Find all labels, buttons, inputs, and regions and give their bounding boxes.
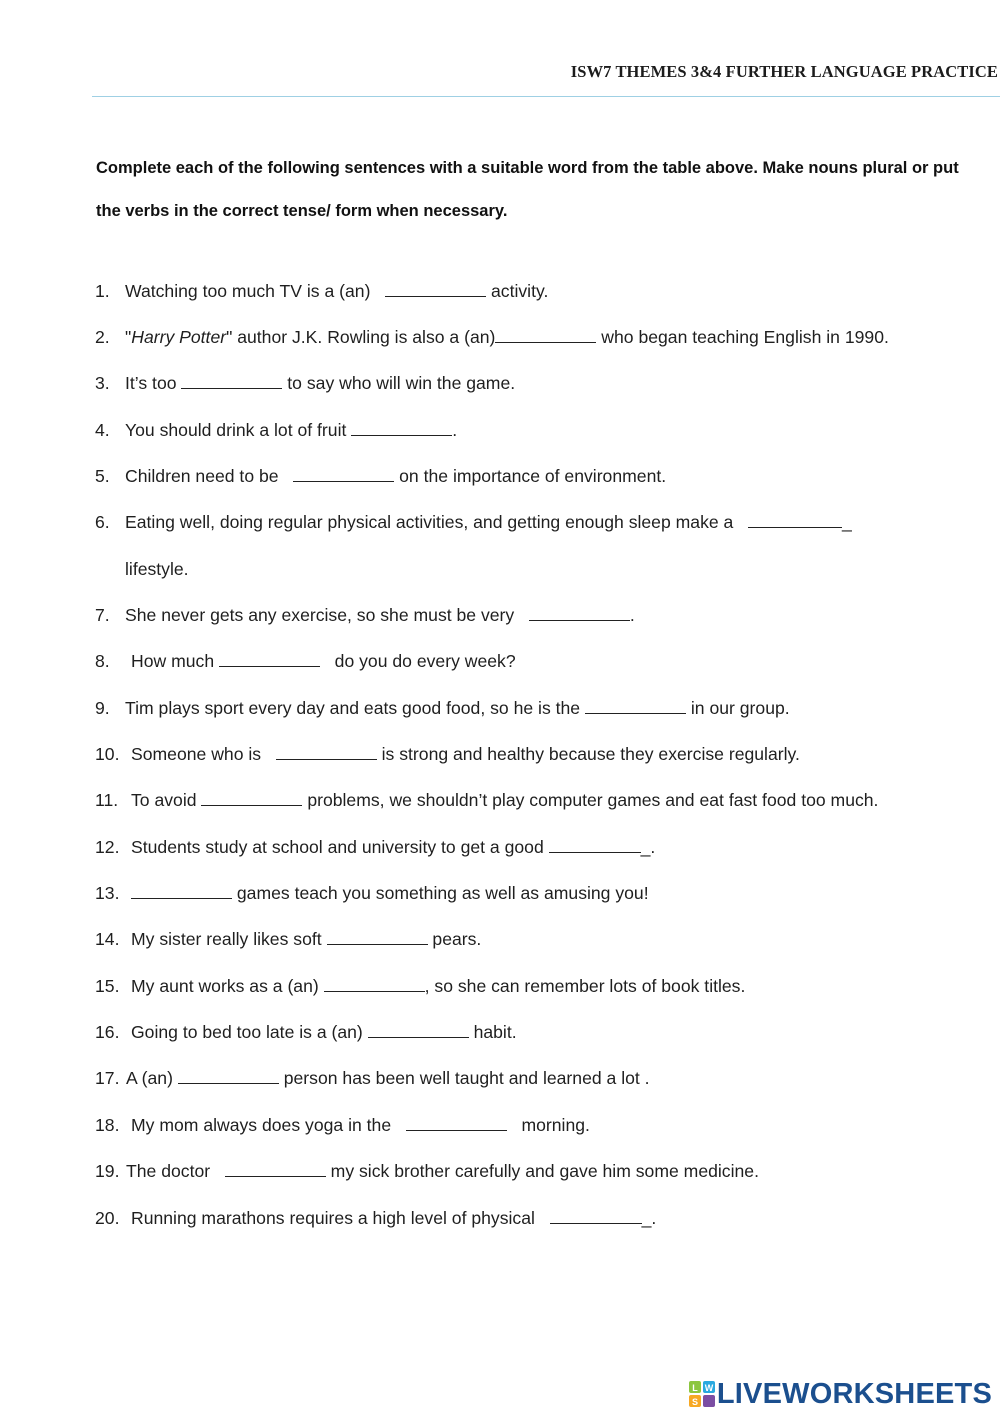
answer-blank-20[interactable] bbox=[550, 1208, 642, 1224]
question-text-end: my sick brother carefully and gave him some medicine. bbox=[330, 1161, 759, 1181]
question-number: 14. bbox=[95, 929, 120, 949]
question-text-end: in our group. bbox=[690, 698, 790, 718]
question-number: 5. bbox=[95, 466, 110, 486]
question-number: 7. bbox=[95, 605, 110, 625]
svg-text:W: W bbox=[704, 1383, 714, 1393]
question-number: 19. bbox=[95, 1161, 120, 1181]
book-title: Harry Potter bbox=[131, 327, 227, 347]
answer-blank-16[interactable] bbox=[368, 1022, 469, 1038]
svg-text:L: L bbox=[692, 1383, 698, 1393]
question-text: Students study at school and university to get a good bbox=[131, 837, 544, 857]
question-text-end: habit. bbox=[473, 1022, 517, 1042]
question-text: My sister really likes soft bbox=[131, 929, 322, 949]
question-text: A (an) bbox=[126, 1068, 173, 1088]
question-number: 18. bbox=[95, 1115, 120, 1135]
question-number: 9. bbox=[95, 698, 110, 718]
answer-blank-10[interactable] bbox=[276, 744, 377, 760]
question-text: Someone who is bbox=[131, 744, 262, 764]
question-text-end: lifestyle. bbox=[125, 559, 189, 579]
question-text: Running marathons requires a high level of physical bbox=[131, 1208, 535, 1228]
answer-blank-4[interactable] bbox=[351, 420, 452, 436]
answer-blank-17[interactable] bbox=[178, 1068, 279, 1084]
question-text-end: , so she can remember lots of book titles. bbox=[424, 976, 746, 996]
question-number: 6. bbox=[95, 512, 110, 532]
question-text-end: do you do every week? bbox=[334, 651, 516, 671]
answer-blank-12[interactable] bbox=[549, 837, 641, 853]
question-number: 2. bbox=[95, 327, 110, 347]
question-number: 15. bbox=[95, 976, 120, 996]
question-text: How much bbox=[131, 651, 215, 671]
question-text: " bbox=[125, 327, 132, 347]
answer-blank-3[interactable] bbox=[181, 373, 282, 389]
question-number: 10. bbox=[95, 744, 120, 764]
question-number: 16. bbox=[95, 1022, 120, 1042]
question-text-cont: " author J.K. Rowling is also a (an) bbox=[226, 327, 496, 347]
question-number: 8. bbox=[95, 651, 110, 671]
svg-text:S: S bbox=[691, 1397, 698, 1407]
question-text: You should drink a lot of fruit bbox=[125, 420, 347, 440]
liveworksheets-brand bbox=[689, 1377, 992, 1411]
question-text-end: who began teaching English in 1990. bbox=[601, 327, 889, 347]
page-header-title: ISW7 THEMES 3&4 FURTHER LANGUAGE PRACTICE bbox=[570, 62, 998, 81]
answer-blank-7[interactable] bbox=[529, 605, 630, 621]
answer-blank-8[interactable] bbox=[219, 651, 320, 667]
question-number: 12. bbox=[95, 837, 120, 857]
question-number: 1. bbox=[95, 281, 110, 301]
question-text: Children need to be bbox=[125, 466, 279, 486]
answer-blank-11[interactable] bbox=[201, 790, 302, 806]
question-text: It’s too bbox=[125, 373, 177, 393]
answer-blank-9[interactable] bbox=[585, 698, 686, 714]
answer-blank-2[interactable] bbox=[495, 327, 596, 343]
question-text-end: is strong and healthy because they exercise regularly. bbox=[381, 744, 800, 764]
blank-underscore: _ bbox=[842, 512, 852, 532]
question-text: To avoid bbox=[131, 790, 197, 810]
question-text: My aunt works as a (an) bbox=[131, 976, 319, 996]
question-text: The doctor bbox=[126, 1161, 211, 1181]
question-number: 13. bbox=[95, 883, 120, 903]
question-text: My mom always does yoga in the bbox=[131, 1115, 392, 1135]
question-number: 11. bbox=[95, 790, 119, 810]
answer-blank-13[interactable] bbox=[131, 883, 232, 899]
answer-blank-14[interactable] bbox=[327, 929, 428, 945]
question-text-end: person has been well taught and learned a lot . bbox=[283, 1068, 650, 1088]
question-text: Watching too much TV is a (an) bbox=[125, 281, 371, 301]
question-text-end: on the importance of environment. bbox=[399, 466, 667, 486]
question-text-end: . bbox=[629, 605, 635, 625]
question-text-end: problems, we shouldn’t play computer games and eat fast food too much. bbox=[307, 790, 879, 810]
instructions-text: Complete each of the following sentences with a suitable word from the table above. Make nouns plural or put the verbs in the correct tense/ form when necessary. bbox=[96, 159, 959, 220]
question-text-end: _. bbox=[641, 1208, 657, 1228]
header-divider bbox=[92, 96, 1000, 97]
answer-blank-6[interactable] bbox=[748, 512, 842, 528]
answer-blank-18[interactable] bbox=[406, 1115, 507, 1131]
answer-blank-1[interactable] bbox=[385, 281, 486, 297]
question-text: Eating well, doing regular physical activities, and getting enough sleep make a bbox=[125, 512, 734, 532]
question-text-end: activity. bbox=[491, 281, 549, 301]
brand-name: LIVEWORKSHEETS bbox=[716, 1377, 992, 1410]
question-text: She never gets any exercise, so she must be very bbox=[125, 605, 515, 625]
question-number: 3. bbox=[95, 373, 110, 393]
answer-blank-15[interactable] bbox=[324, 976, 425, 992]
question-number: 20. bbox=[95, 1208, 120, 1228]
question-text-end: to say who will win the game. bbox=[287, 373, 516, 393]
answer-blank-19[interactable] bbox=[225, 1161, 326, 1177]
question-number: 4. bbox=[95, 420, 110, 440]
question-text-end: games teach you something as well as amusing you! bbox=[236, 883, 649, 903]
question-text-end: _. bbox=[640, 837, 656, 857]
liveworksheets-logo-icon bbox=[689, 1381, 715, 1407]
answer-blank-5[interactable] bbox=[293, 466, 394, 482]
question-number: 17. bbox=[95, 1068, 120, 1088]
question-text-end: morning. bbox=[521, 1115, 590, 1135]
question-text: Going to bed too late is a (an) bbox=[131, 1022, 363, 1042]
question-text-end: pears. bbox=[432, 929, 482, 949]
question-text-end: . bbox=[452, 420, 458, 440]
question-text: Tim plays sport every day and eats good food, so he is the bbox=[125, 698, 581, 718]
